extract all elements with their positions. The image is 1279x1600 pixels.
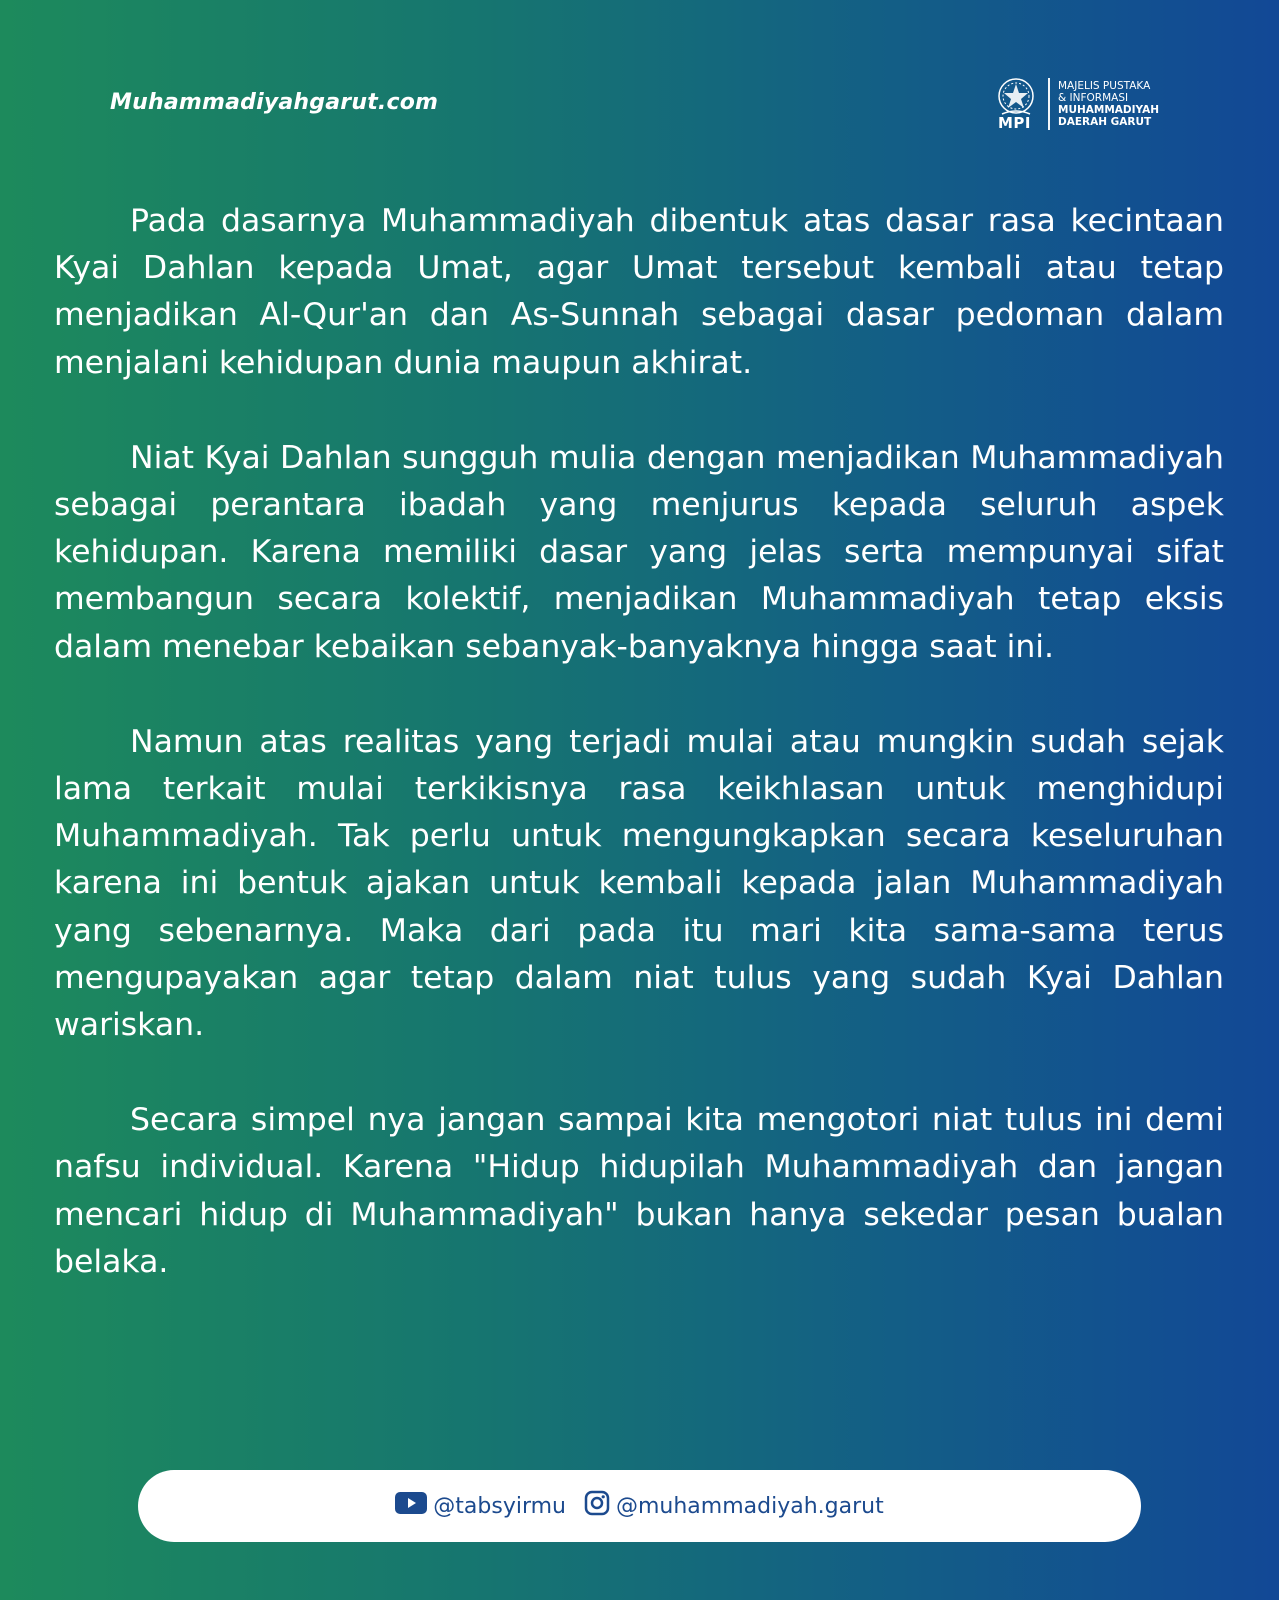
- logo-divider: [1048, 78, 1050, 130]
- logo-abbr: MPI: [998, 114, 1032, 132]
- youtube-handle[interactable]: [395, 1492, 566, 1520]
- paragraph-3: Namun atas realitas yang terjadi mulai atau mungkin sudah sejak lama terkait mulai terkikisnya rasa keikhlasan untuk menghidupi Muhammadiyah. Tak perlu untuk mengungkapkan secara keseluruhan karena ini bentuk ajakan untuk kembali kepada jalan Muhammadiyah yang sebenarnya. Maka dari pada itu mari kita sama-sama terus mengupayakan agar tetap dalam niat tulus yang sudah Kyai Dahlan wariskan.: [54, 723, 1224, 1044]
- paragraph-1: Pada dasarnya Muhammadiyah dibentuk atas dasar rasa kecintaan Kyai Dahlan kepada Umat, agar Umat tersebut kembali atau tetap menjadikan Al-Qur'an dan As-Sunnah sebagai dasar pedoman dalam menjalani kehidupan dunia maupun akhirat.: [54, 203, 1224, 381]
- article-body: [54, 198, 1224, 1334]
- site-url: Muhammadiyahgarut.com: [110, 90, 439, 115]
- paragraph-2: Niat Kyai Dahlan sungguh mulia dengan menjadikan Muhammadiyah sebagai perantara ibadah yang menjurus kepada seluruh aspek kehidupan. Karena memiliki dasar yang jelas serta mempunyai sifat membangun secara kolektif, menjadikan Muhammadiyah tetap eksis dalam menebar kebaikan sebanyak-banyaknya hingga saat ini.: [54, 439, 1224, 665]
- social-bar: [138, 1470, 1141, 1542]
- instagram-icon: [584, 1490, 610, 1522]
- youtube-handle-text: @tabsyirmu: [433, 1493, 566, 1519]
- logo-line-2: & INFORMASI: [1058, 92, 1129, 104]
- paragraph-4: Secara simpel nya jangan sampai kita mengotori niat tulus ini demi nafsu individual. Karena "Hidup hidupilah Muhammadiyah dan jangan mencari hidup di Muhammadiyah" bukan hanya sekedar pesan bualan belaka.: [54, 1102, 1224, 1280]
- logo-line-1: MAJELIS PUSTAKA: [1058, 80, 1151, 92]
- logo-line-3: MUHAMMADIYAH: [1058, 104, 1160, 116]
- logo-line-4: DAERAH GARUT: [1058, 116, 1152, 128]
- mpi-emblem-icon: [996, 74, 1042, 134]
- youtube-icon: [395, 1492, 427, 1520]
- instagram-handle-text: @muhammadiyah.garut: [615, 1493, 884, 1519]
- mpi-logo: [996, 74, 1196, 134]
- instagram-handle[interactable]: [584, 1490, 884, 1522]
- logo-text: [1058, 80, 1159, 128]
